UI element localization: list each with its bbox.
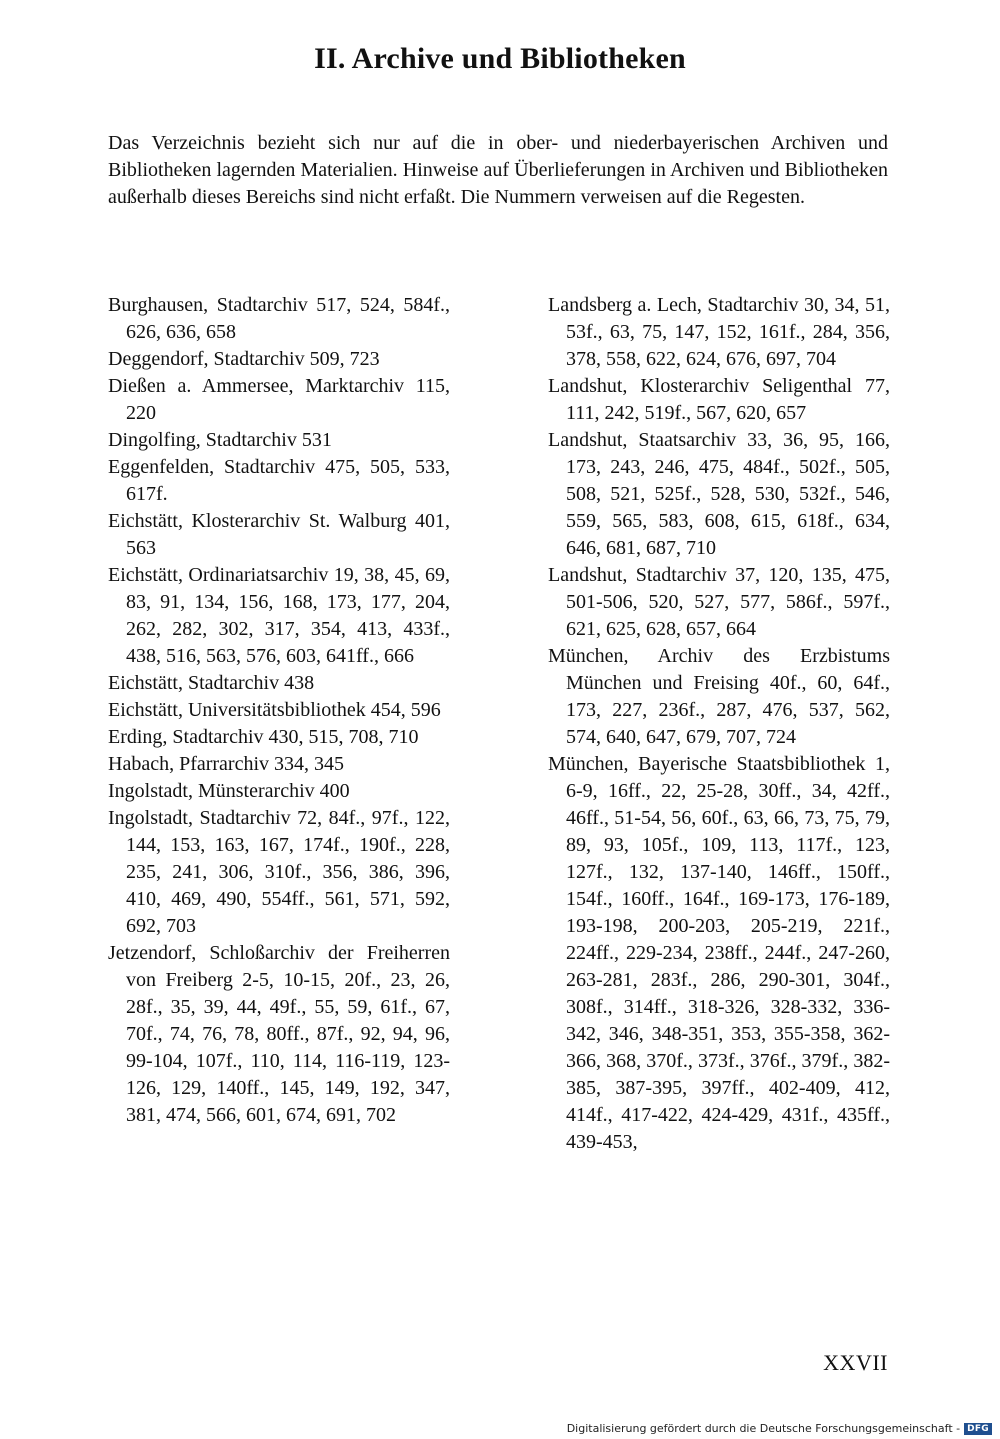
- index-entry: München, Bayerische Staatsbibliothek 1, 6-9, 16ff., 22, 25-28, 30ff., 34, 42ff., 46ff., 51-54, 56, 60f., 63, 66, 73, 75, 79, 89, 93, 105f., 109, 113, 117f., 123, 127f., 132, 137-140, 146ff., 150ff., 154f., 160ff., 164f., 169-173, 176-189, 193-198, 200-203, 205-219, 221f., 224ff., 229-234, 238ff., 244f., 247-260, 263-281, 283f., 286, 290-301, 304f., 308f., 314ff., 318-326, 328-332, 336-342, 346, 348-351, 353, 355-358, 362-366, 368, 370f., 373f., 376f., 379f., 382-385, 387-395, 397ff., 402-409, 412, 414f., 417-422, 424-429, 431f., 435ff., 439-453,: [548, 753, 890, 1153]
- index-entry: Landshut, Staatsarchiv 33, 36, 95, 166, 173, 243, 246, 475, 484f., 502f., 505, 508, 521, 525f., 528, 530, 532f., 546, 559, 565, 583, 608, 615, 618f., 634, 646, 681, 687, 710: [548, 429, 890, 559]
- page-title: II. Archive und Bibliotheken: [314, 42, 686, 75]
- index-entry: Ingolstadt, Stadtarchiv 72, 84f., 97f., 122, 144, 153, 163, 167, 174f., 190f., 228, 235, 241, 306, 310f., 356, 386, 396, 410, 469, 490, 554ff., 561, 571, 592, 692, 703: [108, 807, 450, 937]
- index-entry: Dingolfing, Stadtarchiv 531: [108, 429, 332, 451]
- index-entry: Jetzendorf, Schloßarchiv der Freiherren von Freiberg 2-5, 10-15, 20f., 23, 26, 28f., 35, 39, 44, 49f., 55, 59, 61f., 67, 70f., 74, 76, 78, 80ff., 87f., 92, 94, 96, 99-104, 107f., 110, 114, 116-119, 123-126, 129, 140ff., 145, 149, 192, 347, 381, 474, 566, 601, 674, 691, 702: [108, 942, 450, 1126]
- dfg-logo-icon: DFG: [964, 1423, 992, 1435]
- index-entry: Landshut, Klosterarchiv Seligenthal 77, 111, 242, 519f., 567, 620, 657: [548, 375, 890, 424]
- left-column: [108, 292, 450, 1129]
- page-number: XXVII: [823, 1350, 888, 1375]
- index-entry: Erding, Stadtarchiv 430, 515, 708, 710: [108, 726, 419, 748]
- footer-text: Digitalisierung gefördert durch die Deutsche Forschungsgemeinschaft -: [566, 1422, 961, 1435]
- index-entry: Dießen a. Ammersee, Marktarchiv 115, 220: [108, 375, 450, 424]
- index-entry: Eggenfelden, Stadtarchiv 475, 505, 533, 617f.: [108, 456, 450, 505]
- index-entry: München, Archiv des Erzbistums München und Freising 40f., 60, 64f., 173, 227, 236f., 287, 476, 537, 562, 574, 640, 647, 679, 707, 724: [548, 645, 890, 748]
- index-entry: Deggendorf, Stadtarchiv 509, 723: [108, 348, 380, 370]
- right-column: [548, 292, 890, 1156]
- index-entry: Landsberg a. Lech, Stadtarchiv 30, 34, 51, 53f., 63, 75, 147, 152, 161f., 284, 356, 378, 558, 622, 624, 676, 697, 704: [548, 294, 890, 370]
- index-entry: Eichstätt, Klosterarchiv St. Walburg 401, 563: [108, 510, 450, 559]
- index-entry: Eichstätt, Ordinariatsarchiv 19, 38, 45, 69, 83, 91, 134, 156, 168, 173, 177, 204, 262, 282, 302, 317, 354, 413, 433f., 438, 516, 563, 576, 603, 641ff., 666: [108, 564, 450, 667]
- index-entry: Landshut, Stadtarchiv 37, 120, 135, 475, 501-506, 520, 527, 577, 586f., 597f., 621, 625, 628, 657, 664: [548, 564, 890, 640]
- index-entry: Burghausen, Stadtarchiv 517, 524, 584f., 626, 636, 658: [108, 294, 450, 343]
- index-entry: Eichstätt, Universitätsbibliothek 454, 596: [108, 699, 441, 721]
- index-entry: Ingolstadt, Münsterarchiv 400: [108, 780, 350, 802]
- index-entry: Habach, Pfarrarchiv 334, 345: [108, 753, 345, 775]
- index-entry: Eichstätt, Stadtarchiv 438: [108, 672, 315, 694]
- intro-paragraph: Das Verzeichnis bezieht sich nur auf die in ober- und niederbayerischen Archiven und Bibliotheken lagernden Materialien. Hinweise auf Überlieferungen in Archiven und Bibliotheken außerhalb dieses Bereichs sind nicht erfaßt. Die Nummern verweisen auf die Regesten.: [108, 132, 888, 208]
- footer-credit: [567, 1422, 992, 1435]
